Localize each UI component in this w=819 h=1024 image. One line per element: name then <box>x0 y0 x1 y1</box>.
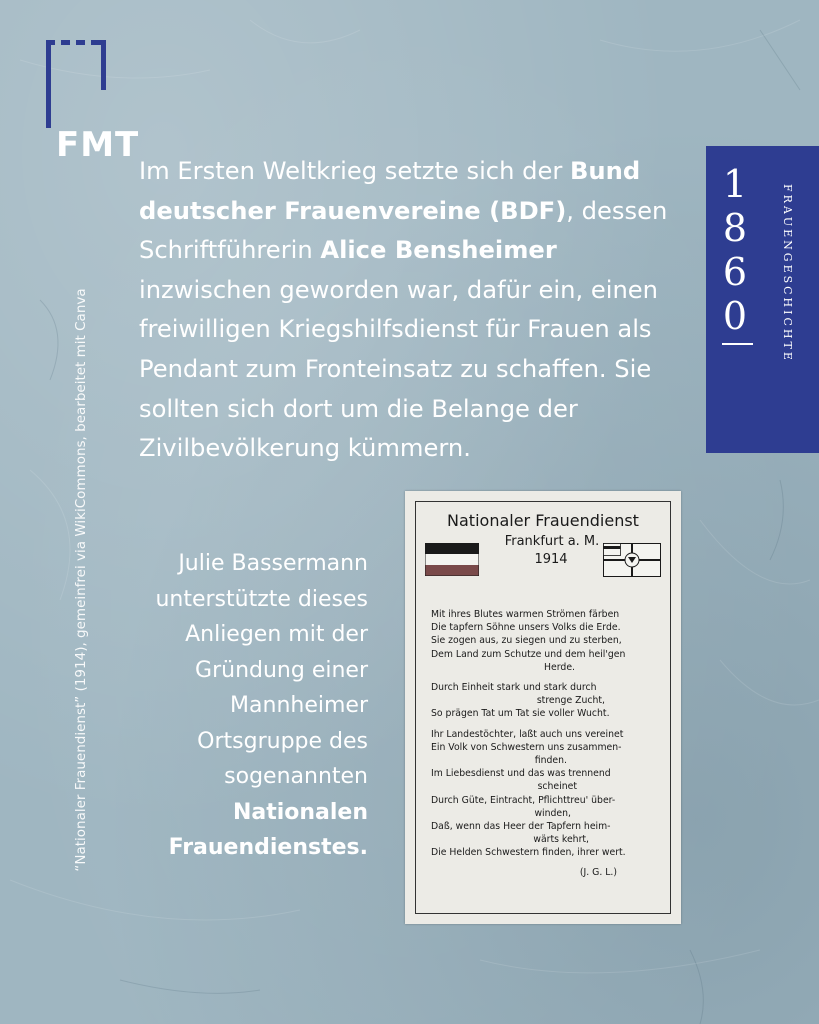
poem-line: scheinet <box>537 781 577 793</box>
logo-bracket-icon <box>46 40 142 132</box>
imperial-flag-icon <box>425 543 479 576</box>
poem-line: finden. <box>534 755 567 767</box>
war-ensign-icon <box>603 543 661 577</box>
poem-line: Dem Land zum Schutze und dem heil'gen <box>431 648 626 660</box>
detail-paragraph <box>120 546 368 866</box>
poem-line: Mit ihres Blutes warmen Strömen färben <box>431 609 620 620</box>
year-digit: 1 <box>722 162 748 206</box>
banner-label: FRAUENGESCHICHTE <box>781 184 794 363</box>
fmt-logo <box>46 40 141 165</box>
intro-bold-bdf: Bund deutscher Frauenvereine (BDF) <box>139 157 641 225</box>
poster-city: Frankfurt a. M. <box>504 534 600 549</box>
poem-line: Die tapfern Söhne unsers Volks die Erde. <box>431 622 621 634</box>
poster-year: 1914 <box>534 552 568 567</box>
detail-bold-frauendienst: Nationalen Frauendienstes. <box>168 799 368 860</box>
intro-text-3: inzwischen geworden war, dafür ein, einen freiwilligen Kriegshilfsdienst für Frauen als Pendant zum Fronteinsatz zu schaffen. Sie sollten sich dort um die Belange der Zivilbevölkerung kümmern. <box>139 275 658 463</box>
historic-poster <box>405 491 681 924</box>
poem-line: Durch Güte, Eintracht, Pflichttreu' über- <box>431 794 616 806</box>
intro-paragraph <box>139 152 671 469</box>
intro-text-2: , dessen Schriftführerin <box>139 196 668 265</box>
year-digits <box>720 162 750 338</box>
intro-bold-bensheimer: Alice Bensheimer <box>320 236 557 265</box>
poem-line: Im Liebesdienst und das was trennend <box>431 768 611 780</box>
intro-text-1: Im Ersten Weltkrieg setzte sich der <box>139 157 570 185</box>
poem-line: Herde. <box>544 661 575 673</box>
poem-line: Sie zogen aus, zu siegen und zu sterben, <box>431 635 622 647</box>
poem-line: Ihr Landestöchter, laßt auch uns vereinet <box>431 728 624 740</box>
poem-line: strenge Zucht, <box>536 695 605 707</box>
poem-line: wärts kehrt, <box>533 834 589 846</box>
poem-line: Daß, wenn das Heer der Tapfern heim- <box>431 821 611 833</box>
year-digit: 0 <box>722 294 748 338</box>
detail-text-1: Julie Bassermann unterstützte dieses Anliegen mit der Gründung einer Mannheimer Ortsgruppe des sogenannten <box>155 551 368 789</box>
poster-title: Nationaler Frauendienst <box>447 511 639 530</box>
year-banner <box>706 146 819 453</box>
poem-signature: (J. G. L.) <box>579 866 617 878</box>
poem-line: Die Helden Schwestern finden, ihrer wert. <box>431 847 626 859</box>
image-credit: “Nationaler Frauendienst” (1914), gemeinfrei via WikiCommons, bearbeitet mit Canva <box>73 288 89 872</box>
year-digit: 8 <box>722 206 748 250</box>
poem-line: Ein Volk von Schwestern uns zusammen- <box>431 741 622 753</box>
year-digit: 6 <box>722 250 748 294</box>
poem-line: Durch Einheit stark und stark durch <box>431 682 597 694</box>
year-underline <box>722 343 753 345</box>
poster-poem <box>431 608 657 879</box>
poem-line: So prägen Tat um Tat sie voller Wucht. <box>431 708 610 720</box>
logo-wordmark: FMT <box>56 125 140 165</box>
poem-line: winden, <box>534 807 571 819</box>
